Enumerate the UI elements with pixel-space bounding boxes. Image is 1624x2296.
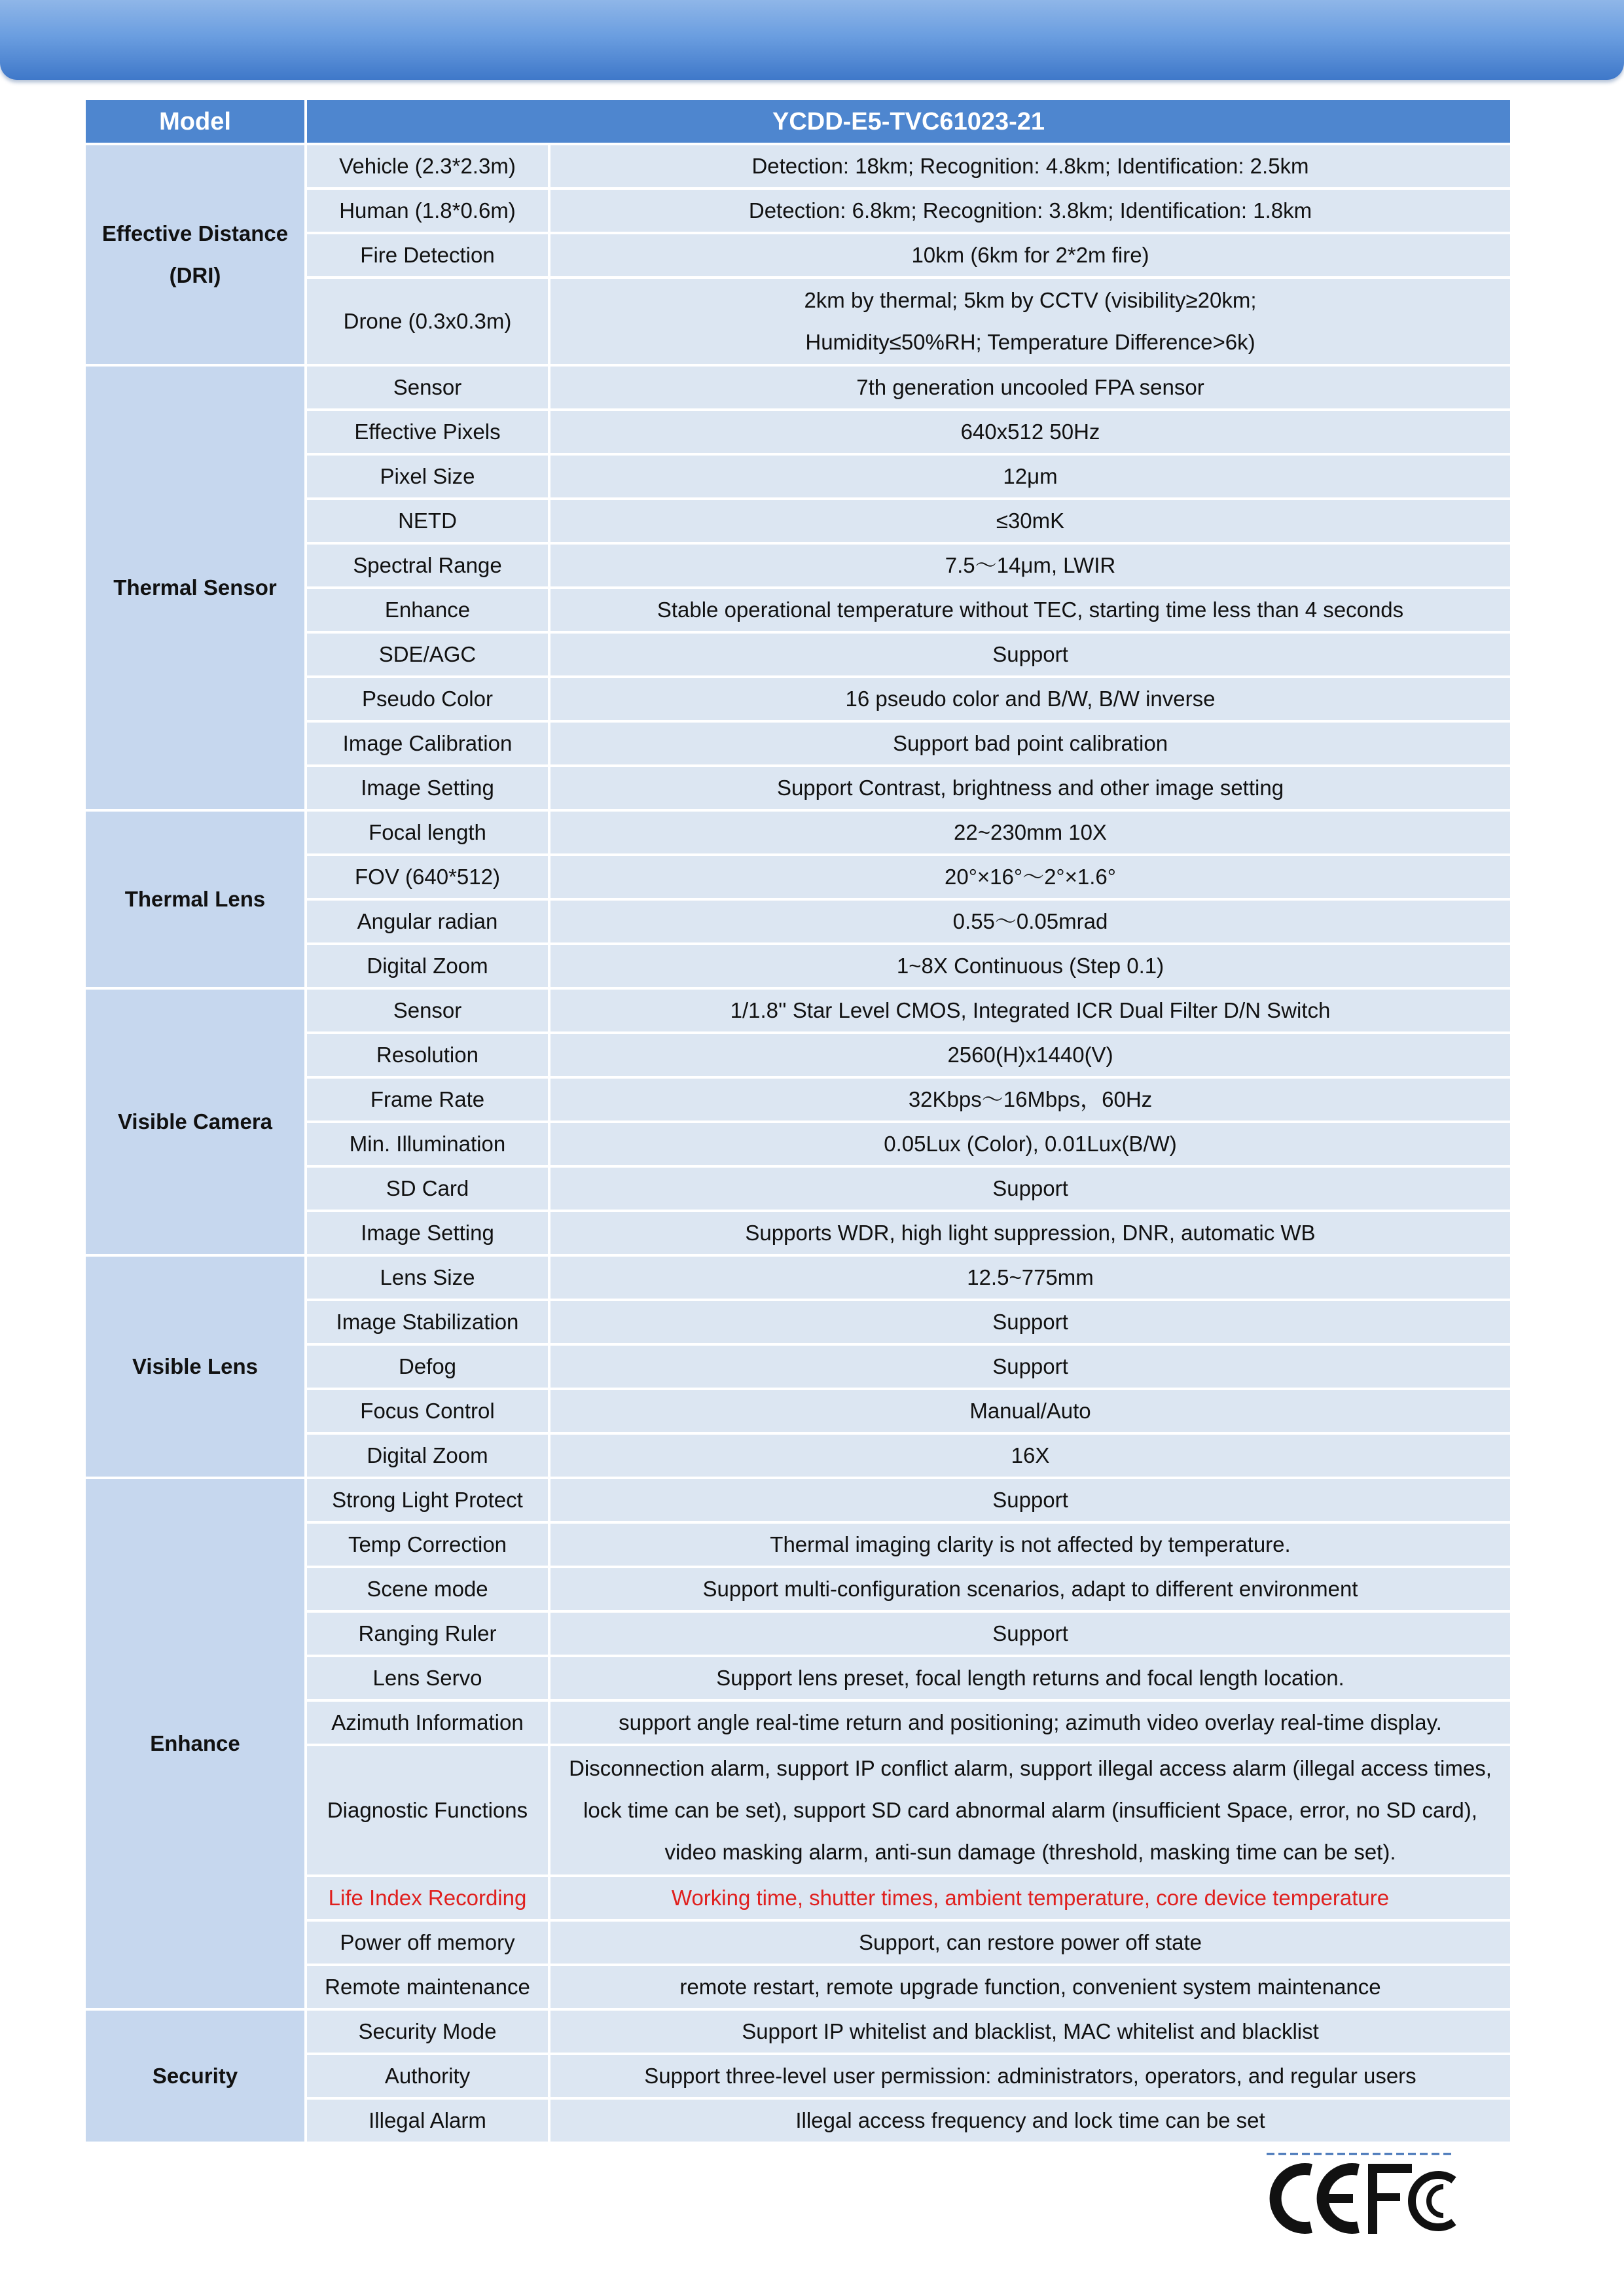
value-cell: 1/1.8'' Star Level CMOS, Integrated ICR Dual Filter D/N Switch	[549, 988, 1511, 1033]
value-cell: support angle real-time return and positioning; azimuth video overlay real-time display.	[549, 1700, 1511, 1745]
param-cell: Sensor	[306, 988, 549, 1033]
value-cell: Support three-level user permission: administrators, operators, and regular users	[549, 2054, 1511, 2098]
value-cell: 16 pseudo color and B/W, B/W inverse	[549, 677, 1511, 721]
category-cell: Effective Distance (DRI)	[84, 144, 306, 365]
category-cell: Thermal Lens	[84, 810, 306, 988]
value-cell: 2560(H)x1440(V)	[549, 1033, 1511, 1077]
value-cell: 0.05Lux (Color), 0.01Lux(B/W)	[549, 1122, 1511, 1166]
value-cell: Working time, shutter times, ambient temperature, core device temperature	[549, 1876, 1511, 1920]
value-cell: Support multi-configuration scenarios, adapt to different environment	[549, 1567, 1511, 1611]
value-cell: 10km (6km for 2*2m fire)	[549, 233, 1511, 278]
param-cell: Human (1.8*0.6m)	[306, 188, 549, 233]
table-row	[84, 365, 1511, 410]
top-banner	[0, 0, 1624, 80]
param-cell: Digital Zoom	[306, 944, 549, 988]
model-value: YCDD-E5-TVC61023-21	[306, 99, 1511, 144]
value-cell: Disconnection alarm, support IP conflict alarm, support illegal access alarm (illegal access times, lock time can be set), support SD card abnormal alarm (insufficient Space, error, no SD card), video masking alarm, anti-sun damage (threshold, masking time can be set).	[549, 1745, 1511, 1876]
param-cell: Min. Illumination	[306, 1122, 549, 1166]
param-cell: Drone (0.3x0.3m)	[306, 278, 549, 365]
value-cell: Support	[549, 1611, 1511, 1656]
param-cell: Digital Zoom	[306, 1433, 549, 1478]
value-cell: Illegal access frequency and lock time can be set	[549, 2098, 1511, 2143]
param-cell: Authority	[306, 2054, 549, 2098]
value-cell: Support	[549, 1300, 1511, 1344]
param-cell: SD Card	[306, 1166, 549, 1211]
value-cell: 22~230mm 10X	[549, 810, 1511, 855]
value-cell: Support, can restore power off state	[549, 1920, 1511, 1965]
table-header-row	[84, 99, 1511, 144]
param-cell: Enhance	[306, 588, 549, 632]
value-cell: 12.5~775mm	[549, 1255, 1511, 1300]
value-cell: Support IP whitelist and blacklist, MAC whitelist and blacklist	[549, 2009, 1511, 2054]
table-row	[84, 810, 1511, 855]
param-cell: Image Setting	[306, 1211, 549, 1255]
param-cell: Lens Servo	[306, 1656, 549, 1700]
param-cell: Pseudo Color	[306, 677, 549, 721]
value-cell: 12μm	[549, 454, 1511, 499]
value-cell: Detection: 18km; Recognition: 4.8km; Identification: 2.5km	[549, 144, 1511, 188]
param-cell: Frame Rate	[306, 1077, 549, 1122]
table-row	[84, 1478, 1511, 1522]
category-cell: Security	[84, 2009, 306, 2143]
value-cell: 32Kbps～16Mbps，60Hz	[549, 1077, 1511, 1122]
value-cell: ≤30mK	[549, 499, 1511, 543]
param-cell: Sensor	[306, 365, 549, 410]
param-cell: Angular radian	[306, 899, 549, 944]
table-row	[84, 988, 1511, 1033]
param-cell: Pixel Size	[306, 454, 549, 499]
value-cell: Support lens preset, focal length returns and focal length location.	[549, 1656, 1511, 1700]
fc-mark-icon	[1373, 2168, 1454, 2234]
param-cell: Image Calibration	[306, 721, 549, 766]
value-cell: Support	[549, 1344, 1511, 1389]
value-cell: Support	[549, 1166, 1511, 1211]
param-cell: FOV (640*512)	[306, 855, 549, 899]
param-cell: Focus Control	[306, 1389, 549, 1433]
category-cell: Thermal Sensor	[84, 365, 306, 810]
value-cell: 7.5～14μm, LWIR	[549, 543, 1511, 588]
value-cell: remote restart, remote upgrade function, convenient system maintenance	[549, 1965, 1511, 2009]
param-cell: Temp Correction	[306, 1522, 549, 1567]
param-cell: Illegal Alarm	[306, 2098, 549, 2143]
value-cell: 7th generation uncooled FPA sensor	[549, 365, 1511, 410]
param-cell: NETD	[306, 499, 549, 543]
value-cell: 1~8X Continuous (Step 0.1)	[549, 944, 1511, 988]
category-cell: Visible Lens	[84, 1255, 306, 1478]
param-cell: Image Setting	[306, 766, 549, 810]
spec-table	[83, 98, 1513, 2144]
param-cell: Strong Light Protect	[306, 1478, 549, 1522]
value-cell: 20°×16°～2°×1.6°	[549, 855, 1511, 899]
value-cell: 0.55～0.05mrad	[549, 899, 1511, 944]
model-label: Model	[84, 99, 306, 144]
value-cell: Supports WDR, high light suppression, DNR, automatic WB	[549, 1211, 1511, 1255]
category-cell: Visible Camera	[84, 988, 306, 1255]
param-cell: Spectral Range	[306, 543, 549, 588]
ce-mark-icon	[1276, 2169, 1358, 2228]
certification-logos	[1260, 2150, 1460, 2242]
param-cell: Effective Pixels	[306, 410, 549, 454]
param-cell: Focal length	[306, 810, 549, 855]
param-cell: Image Stabilization	[306, 1300, 549, 1344]
table-row	[84, 1255, 1511, 1300]
param-cell: Ranging Ruler	[306, 1611, 549, 1656]
value-cell: Thermal imaging clarity is not affected by temperature.	[549, 1522, 1511, 1567]
param-cell: Security Mode	[306, 2009, 549, 2054]
value-cell: Manual/Auto	[549, 1389, 1511, 1433]
value-cell: 2km by thermal; 5km by CCTV (visibility≥20km; Humidity≤50%RH; Temperature Difference>6k)	[549, 278, 1511, 365]
value-cell: 16X	[549, 1433, 1511, 1478]
param-cell: Remote maintenance	[306, 1965, 549, 2009]
table-row	[84, 144, 1511, 188]
value-cell: 640x512 50Hz	[549, 410, 1511, 454]
param-cell: Diagnostic Functions	[306, 1745, 549, 1876]
table-row	[84, 2009, 1511, 2054]
param-cell: Defog	[306, 1344, 549, 1389]
value-cell: Stable operational temperature without TEC, starting time less than 4 seconds	[549, 588, 1511, 632]
value-cell: Support Contrast, brightness and other image setting	[549, 766, 1511, 810]
param-cell: SDE/AGC	[306, 632, 549, 677]
param-cell: Fire Detection	[306, 233, 549, 278]
value-cell: Support	[549, 1478, 1511, 1522]
param-cell: Scene mode	[306, 1567, 549, 1611]
category-cell: Enhance	[84, 1478, 306, 2009]
param-cell: Vehicle (2.3*2.3m)	[306, 144, 549, 188]
param-cell: Lens Size	[306, 1255, 549, 1300]
value-cell: Support	[549, 632, 1511, 677]
param-cell: Azimuth Information	[306, 1700, 549, 1745]
param-cell: Resolution	[306, 1033, 549, 1077]
param-cell: Power off memory	[306, 1920, 549, 1965]
param-cell: Life Index Recording	[306, 1876, 549, 1920]
value-cell: Support bad point calibration	[549, 721, 1511, 766]
value-cell: Detection: 6.8km; Recognition: 3.8km; Identification: 1.8km	[549, 188, 1511, 233]
